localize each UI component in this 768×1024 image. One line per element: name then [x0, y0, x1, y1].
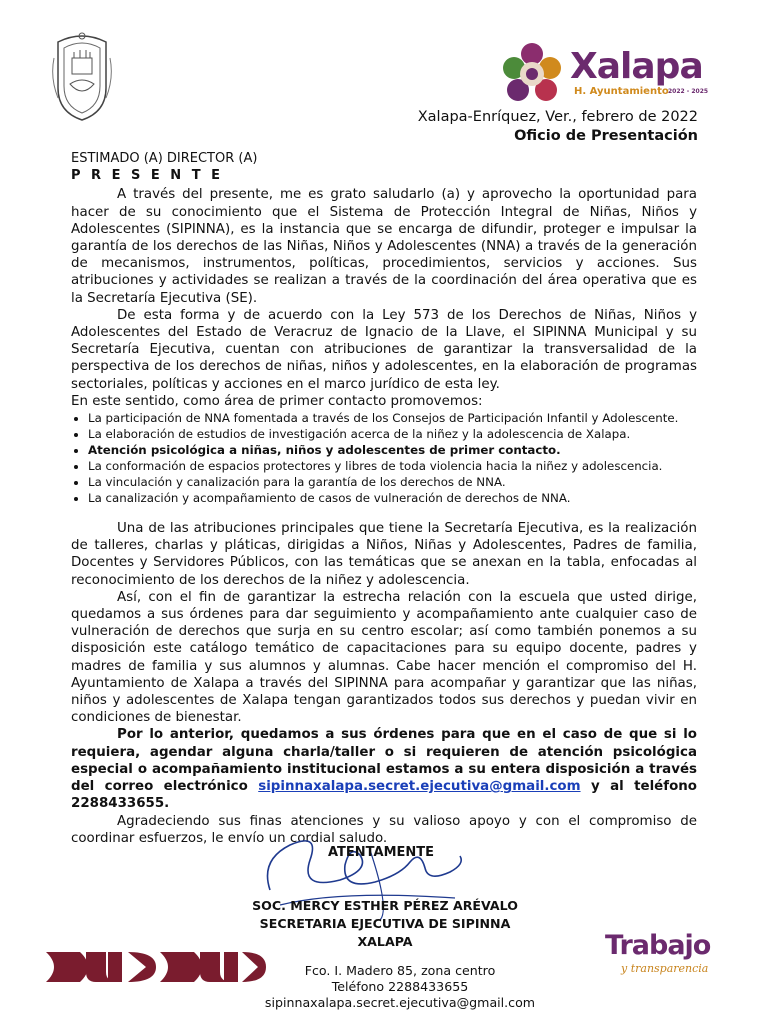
contact-text: Por lo anterior, quedamos a sus órdenes para que en el caso de que si lo requiera, agendar alguna charla/taller o si requieren de atención psicológica especial o acompañamiento institucional estamos a su entera disposición a través del correo electrónico [71, 727, 697, 795]
contact-phone-text: y al teléfono 2288433655. [71, 779, 698, 812]
recipient-line: ESTIMADO (A) DIRECTOR (A) [71, 151, 258, 166]
logo-years: 2022 - 2025 [668, 88, 709, 95]
spacer [71, 506, 697, 520]
footer-decorative-logo [46, 948, 266, 986]
brand-sub: y transparencia [621, 962, 709, 975]
signer-block [250, 897, 520, 951]
presente-line: P R E S E N T E [71, 168, 223, 184]
paragraph-contact [71, 726, 697, 812]
xalapa-logo [498, 40, 724, 110]
footer-phone: Teléfono 2288433655 [331, 979, 469, 994]
trabajo-logo [605, 930, 725, 984]
paragraph-law: De esta forma y de acuerdo con la Ley 573 de los Derechos de Niñas, Niños y Adolescentes del Estado de Veracruz de Ignacio de la Llave, el SIPINNA Municipal y su Secretaría Ejecutiva, cuentan con atribuciones de garantizar la transversalidad de la perspectiva de los derechos de niñas, niños y adolescentes, en la elaboración de programas sectoriales, políticas y acciones en el marco jurídico de esta ley. [71, 307, 697, 392]
date-line: Xalapa-Enríquez, Ver., febrero de 2022 [417, 109, 698, 125]
list-item: • La participación de NNA fomentada a través de los Consejos de Participación Infantil y Adolescente. [88, 410, 697, 426]
closing-atentamente: ATENTAMENTE [328, 845, 435, 860]
footer-address: Fco. I. Madero 85, zona centro [304, 963, 496, 978]
list-item: • La conformación de espacios protectores y libres de toda violencia hacia la niñez y adolescencia. [88, 458, 697, 474]
brand-main: Trabajo [605, 930, 711, 961]
contact-email-link[interactable]: sipinnaxalapa.secret.ejecutiva@gmail.com [258, 779, 581, 795]
footer-email: sipinnaxalapa.secret.ejecutiva@gmail.com [264, 995, 536, 1010]
signer-place: XALAPA [357, 934, 413, 949]
list-item: • La vinculación y canalización para la garantía de los derechos de NNA. [88, 474, 697, 490]
paragraph-promote: En este sentido, como área de primer contacto promovemos: [71, 393, 483, 409]
paragraph-workshops: Una de las atribuciones principales que tiene la Secretaría Ejecutiva, es la realización de talleres, charlas y pláticas, dirigidas a Niños, Niñas y Adolescentes, Padres de familia, Docentes y Servidores Públicos, con las temáticas que se anexan en la tabla, enfocadas al reconocimiento de los derechos de la niñez y adolescencia. [71, 521, 697, 588]
logo-subtitle: H. Ayuntamiento [574, 86, 669, 97]
letter-body [71, 150, 697, 847]
footer-contact [250, 963, 550, 1011]
signer-name: SOC. MERCY ESTHER PÉREZ ARÉVALO [252, 898, 518, 913]
list-item: • La canalización y acompañamiento de casos de vulneración de derechos de NNA. [88, 490, 697, 506]
list-item: • La elaboración de estudios de investigación acerca de la niñez y la adolescencia de Xalapa. [88, 426, 697, 442]
paragraph-closing: Agradeciendo sus finas atenciones y su valioso apoyo y con el compromiso de coordinar esfuerzos, le envío un cordial saludo. [71, 813, 697, 846]
paragraph-intro: A través del presente, me es grato saludarlo (a) y aprovecho la oportunidad para hacer de su conocimiento que el Sistema de Protección Integral de Niñas, Niños y Adolescentes (SIPINNA), es la instancia que se encarga de difundir, proteger e impulsar la garantía de los derechos de las Niñas, Niños y Adolescentes (NNA) a través de la generación de mecanismos, instrumentos, políticas, procedimientos, servicios y acciones. Sus atribuciones y actividades se realizan a través de la coordinación del área operativa que es la Secretaría Ejecutiva (SE). [71, 187, 697, 306]
document-type: Oficio de Presentación [514, 128, 698, 144]
list-item: • Atención psicológica a niñas, niños y adolescentes de primer contacto. [88, 442, 697, 458]
signer-title: SECRETARIA EJECUTIVA DE SIPINNA [259, 916, 511, 931]
xalapa-flower-icon [498, 40, 566, 110]
promotion-list [71, 410, 697, 506]
paragraph-school: Así, con el fin de garantizar la estrecha relación con la escuela que usted dirige, quedamos a sus órdenes para dar seguimiento y acompañamiento ante cualquier caso de vulneración de derechos que surja en su centro escolar; así como también ponemos a su disposición este catálogo temático de capacitaciones para su equipo docente, padres y madres de familia y sus alumnos y alumnas. Cabe hacer mención el compromiso del H. Ayuntamiento de Xalapa a través del SIPINNA para acompañar y garantizar que las niñas, niños y adolescentes de Xalapa tengan garantizados todos sus derechos y puedan vivir en condiciones de bienestar. [71, 589, 697, 726]
logo-wordmark: Xalapa [570, 46, 703, 87]
municipal-seal-icon [50, 28, 114, 122]
